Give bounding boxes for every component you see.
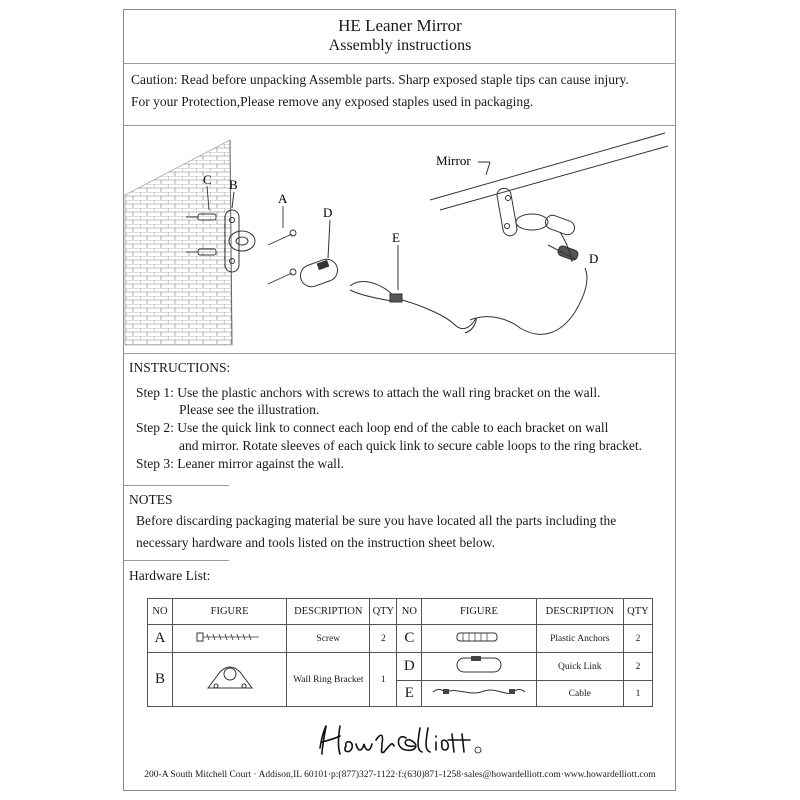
item-description: Quick Link — [536, 653, 623, 681]
wall-ring-bracket-icon — [172, 653, 286, 707]
quick-link-icon — [422, 653, 536, 681]
column-header: FIGURE — [422, 599, 536, 625]
document-title: HE Leaner Mirror — [338, 16, 462, 35]
column-header: NO — [148, 599, 173, 625]
table-header-row — [148, 599, 653, 625]
label-mirror: Mirror — [436, 153, 471, 168]
table-row — [148, 625, 653, 653]
column-header: FIGURE — [172, 599, 286, 625]
hardware-table — [147, 598, 653, 707]
column-header: QTY — [370, 599, 397, 625]
cable-icon — [422, 681, 536, 707]
label-a: A — [278, 191, 288, 206]
item-no: C — [397, 625, 422, 653]
step-1-line-1: Step 1: Use the plastic anchors with screws to attach the wall ring bracket on the wall. — [136, 385, 601, 400]
item-qty: 2 — [370, 625, 397, 653]
divider — [123, 63, 676, 64]
item-qty: 2 — [623, 625, 652, 653]
item-no: D — [397, 653, 422, 681]
screw-icon — [172, 625, 286, 653]
item-description: Cable — [536, 681, 623, 707]
step-3-line: Step 3: Leaner mirror against the wall. — [136, 456, 345, 471]
table-row — [148, 653, 653, 681]
hardware-list-heading: Hardware List: — [129, 568, 211, 583]
item-no: B — [148, 653, 173, 707]
label-e: E — [392, 230, 400, 245]
instructions-heading: INSTRUCTIONS: — [129, 360, 231, 375]
label-d-2: D — [589, 251, 599, 266]
item-description: Plastic Anchors — [536, 625, 623, 653]
plastic-anchor-icon — [422, 625, 536, 653]
label-d: D — [323, 205, 333, 220]
item-description: Screw — [287, 625, 370, 653]
cable-icon — [350, 245, 587, 334]
divider — [123, 560, 229, 561]
column-header: DESCRIPTION — [536, 599, 623, 625]
caution-line-2: For your Protection,Please remove any exposed staples used in packaging. — [131, 94, 534, 109]
column-header: DESCRIPTION — [287, 599, 370, 625]
step-2-line-1: Step 2: Use the quick link to connect each loop end of the cable to each bracket on wall — [136, 420, 609, 435]
notes-heading: NOTES — [129, 492, 173, 507]
label-b: B — [229, 177, 238, 192]
caution-line-1: Caution: Read before unpacking Assemble parts. Sharp exposed staple tips can cause injury. — [131, 72, 629, 87]
howard-elliott-signature-logo — [310, 718, 500, 762]
step-1-line-2: Please see the illustration. — [179, 402, 320, 417]
item-no: E — [397, 681, 422, 707]
item-description: Wall Ring Bracket — [287, 653, 370, 707]
divider — [123, 353, 676, 354]
column-header: QTY — [623, 599, 652, 625]
column-header: NO — [397, 599, 422, 625]
item-no: A — [148, 625, 173, 653]
divider — [123, 485, 229, 486]
notes-line-1: Before discarding packaging material be sure you have located all the parts including the — [136, 513, 617, 528]
label-c: C — [203, 172, 212, 187]
item-qty: 2 — [623, 653, 652, 681]
item-qty: 1 — [623, 681, 652, 707]
brick-wall — [125, 140, 232, 345]
step-2-line-2: and mirror. Rotate sleeves of each quick link to secure cable loops to the ring bracket. — [179, 438, 642, 453]
notes-line-2: necessary hardware and tools listed on the instruction sheet below. — [136, 535, 496, 550]
footer-contact: 200-A South Mitchell Court · Addison,IL 60101·p:(877)327-1122·f:(630)871-1258·sales@howardelliott.com·www.howardelliott.com — [144, 770, 656, 780]
document-subtitle: Assembly instructions — [328, 37, 472, 54]
item-qty: 1 — [370, 653, 397, 707]
screw-icon — [268, 206, 296, 284]
quick-link-icon — [297, 220, 340, 290]
assembly-illustration — [123, 126, 676, 352]
